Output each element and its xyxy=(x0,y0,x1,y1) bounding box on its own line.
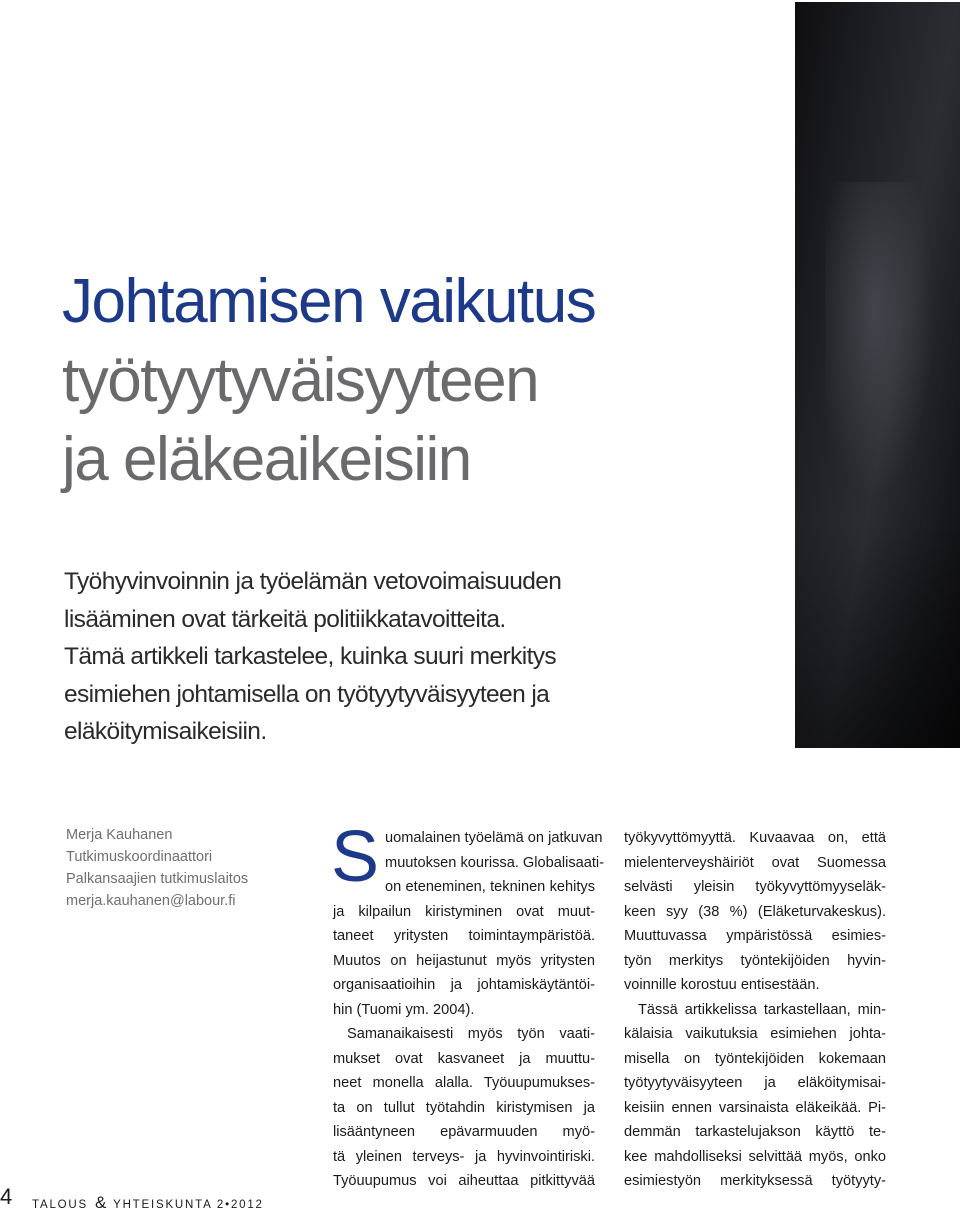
body-line: organisaatioihin ja johtamiskäytäntöi- xyxy=(333,977,595,993)
body-line: neet monella alalla. Työuupumukses- xyxy=(333,1075,595,1091)
body-line: demmän tarkastelujakson käyttö te- xyxy=(624,1124,886,1140)
lede-line: Tämä artikkeli tarkastelee, kuinka suuri merkitys xyxy=(64,643,557,670)
body-line: Työuupumus voi aiheuttaa pitkittyvää xyxy=(333,1173,595,1189)
body-line: työtyytyväisyyteen ja eläköitymisai- xyxy=(624,1075,886,1091)
photo-highlight xyxy=(825,182,935,502)
title-line-1: Johtamisen vaikutus xyxy=(62,267,596,336)
body-line: selvästi yleisin työkyvyttömyyseläk- xyxy=(624,879,886,895)
author-organization: Palkansaajien tutkimuslaitos xyxy=(66,871,249,887)
page-number: 4 xyxy=(0,1184,13,1209)
body-line: työn merkitys työntekijöiden hyvin- xyxy=(624,952,886,969)
body-column-1 xyxy=(331,817,605,1194)
body-line: esimiestyön merkityksessä työtyyty- xyxy=(624,1173,886,1189)
body-column-2 xyxy=(624,826,886,1194)
body-line: työkyvyttömyyttä. Kuvaavaa on, että xyxy=(624,830,886,846)
body-line: uomalainen työelämä on jatkuvan xyxy=(385,830,603,846)
author-name: Merja Kauhanen xyxy=(66,827,173,843)
lede-line: lisääminen ovat tärkeitä politiikkatavoitteita. xyxy=(64,605,506,633)
body-paragraph xyxy=(624,998,886,1194)
body-line: keen syy (38 %) (Eläketurvakeskus). xyxy=(624,903,886,920)
body-line: hin (Tuomi ym. 2004). xyxy=(333,1001,475,1018)
body-line: muutoksen kourissa. Globalisaati- xyxy=(385,854,605,871)
journal-ampersand: & xyxy=(94,1193,107,1212)
lede-line: esimiehen johtamisella on työtyytyväisyyteen ja xyxy=(64,680,550,708)
body-line: keisiin ennen varsinaista eläkeikää. Pi- xyxy=(624,1099,886,1116)
body-line: voinnille korostuu entisestään. xyxy=(624,977,820,993)
lede-line: eläköitymisaikeisiin. xyxy=(64,718,267,745)
body-line: Muuttuvassa ympäristössä esimies- xyxy=(624,928,886,944)
body-line: lisääntyneen epävarmuuden myö- xyxy=(333,1124,595,1140)
body-paragraph xyxy=(624,826,886,998)
journal-name-part: TALOUS xyxy=(32,1199,88,1211)
body-line: mukset ovat kasvaneet ja muuttu- xyxy=(333,1050,595,1067)
body-line: mielenterveyshäiriöt ovat Suomessa xyxy=(624,854,886,871)
article-photo xyxy=(795,2,960,748)
journal-name xyxy=(32,1193,264,1213)
body-line: Tässä artikkelissa tarkastellaan, min- xyxy=(638,1001,886,1018)
lede-line: Työhyvinvoinnin ja työelämän vetovoimaisuuden xyxy=(64,568,562,595)
author-info xyxy=(66,824,306,912)
body-line: Samanaikaisesti myös työn vaati- xyxy=(347,1026,595,1042)
body-line: on eteneminen, tekninen kehitys xyxy=(385,879,595,895)
body-line: kälaisia vaikutuksia esimiehen johta- xyxy=(624,1026,886,1042)
body-line: taneet yritysten toimintaympäristöä. xyxy=(333,928,595,944)
body-line: ta on tullut työtahdin kiristymisen ja xyxy=(333,1099,595,1116)
body-line: tä yleinen terveys- ja hyvinvointiriski. xyxy=(333,1148,595,1165)
body-line: Muutos on heijastunut myös yritysten xyxy=(333,952,595,969)
article-title xyxy=(62,262,782,499)
author-role: Tutkimuskoordinaattori xyxy=(66,849,213,865)
drop-cap: S xyxy=(331,817,380,897)
journal-name-part: YHTEISKUNTA 2•2012 xyxy=(113,1199,264,1211)
photo-shade xyxy=(795,522,960,748)
body-paragraph xyxy=(331,817,605,1022)
body-line: kee mahdolliseksi selvittää myös, onko xyxy=(624,1148,886,1165)
title-line-2: työtyytyväisyyteen xyxy=(62,346,539,415)
body-line: ja kilpailun kiristyminen ovat muut- xyxy=(333,903,595,920)
title-line-3: ja eläkeaikeisiin xyxy=(62,425,471,494)
author-email[interactable]: merja.kauhanen@labour.fi xyxy=(66,893,236,909)
article-lede xyxy=(64,563,624,751)
body-paragraph xyxy=(333,1022,595,1194)
body-line: misella on työntekijöiden kokemaan xyxy=(624,1050,886,1067)
